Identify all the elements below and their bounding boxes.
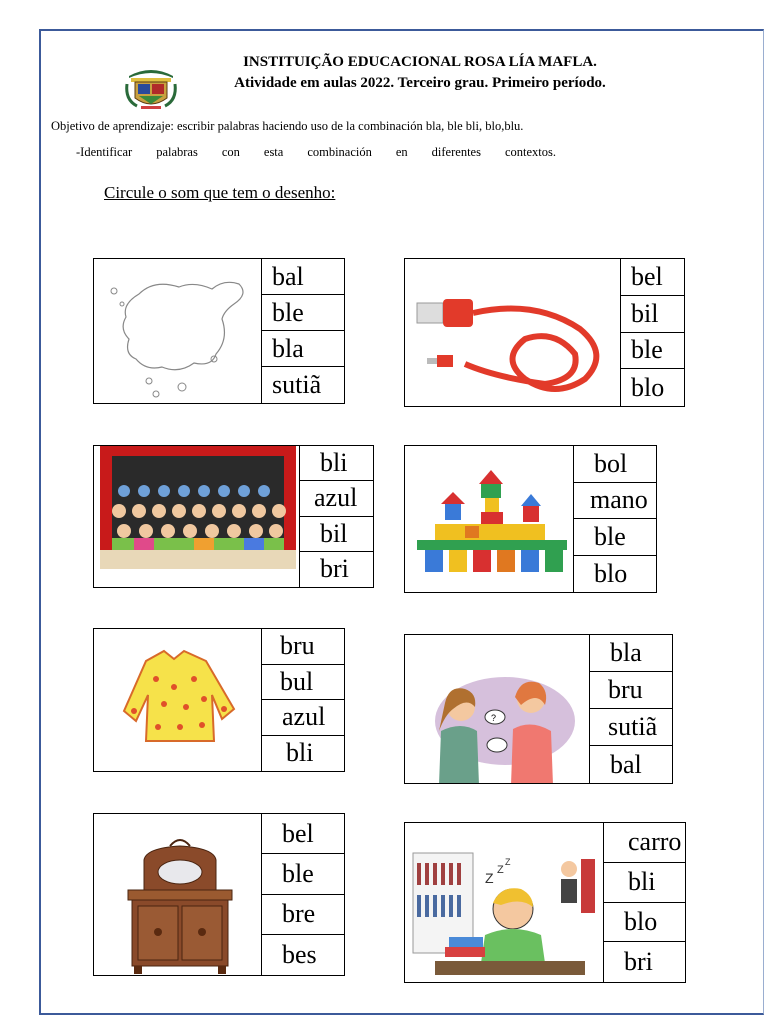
option-blo[interactable]: blo [604, 903, 685, 943]
answer-options [261, 814, 344, 975]
bullet-word: combinación [307, 145, 372, 159]
option-bul[interactable]: bul [262, 665, 344, 701]
objective-bullet [76, 145, 556, 160]
exercise-card-dresser [93, 813, 345, 976]
usb-cable-image [405, 259, 623, 406]
option-bru[interactable]: bru [590, 672, 672, 709]
option-bil[interactable]: bil [621, 296, 684, 333]
answer-options [573, 446, 656, 592]
svg-text:Z: Z [505, 857, 511, 867]
polka-dot-blouse-image [94, 629, 264, 771]
exercise-instruction: Circule o som que tem o desenho: [104, 183, 336, 202]
answer-options [261, 629, 344, 771]
answer-options [603, 823, 685, 982]
toy-blocks-image [405, 446, 576, 592]
two-women-talking-image [405, 635, 592, 783]
option-azul[interactable]: azul [262, 700, 344, 736]
answer-options [261, 259, 344, 403]
bullet-word: -Identificar [76, 145, 133, 159]
svg-text:Z: Z [497, 864, 504, 876]
option-blo[interactable]: blo [631, 372, 665, 402]
exercise-card-theater [93, 445, 374, 588]
option-carro[interactable]: carro [604, 823, 685, 863]
option-ble[interactable]: ble [262, 854, 344, 894]
option-ble[interactable]: ble [621, 333, 684, 370]
option-sutia[interactable]: sutiã [590, 709, 672, 746]
answer-options [620, 259, 684, 406]
option-blo[interactable]: blo [594, 558, 628, 588]
bullet-word: esta [263, 145, 284, 159]
answer-options [299, 446, 373, 587]
bullet-word: contextos. [504, 145, 556, 159]
option-bri[interactable]: bri [624, 947, 653, 977]
exercise-card-women-talking [404, 634, 673, 784]
option-bli[interactable]: bli [286, 738, 314, 768]
wooden-dresser-image [94, 814, 264, 975]
bullet-word: diferentes [431, 145, 481, 159]
option-bol[interactable]: bol [574, 446, 656, 483]
option-bri[interactable]: bri [320, 554, 349, 584]
option-azul[interactable]: azul [300, 481, 373, 516]
stain-drawing-image [94, 259, 264, 403]
option-bel[interactable]: bel [262, 814, 344, 854]
svg-text:Z: Z [485, 870, 494, 886]
svg-text:?: ? [491, 713, 497, 723]
option-bil[interactable]: bil [300, 517, 373, 552]
activity-subtitle: Atividade em aulas 2022. Terceiro grau. Primeiro período. [234, 75, 606, 91]
exercise-card-stain [93, 258, 345, 404]
exercise-card-usb-cable [404, 258, 685, 407]
option-ble[interactable]: ble [262, 295, 344, 331]
answer-options [589, 635, 672, 783]
option-bel[interactable]: bel [621, 259, 684, 296]
bullet-word: palabras [156, 145, 198, 159]
option-sutia[interactable]: sutiã [272, 370, 322, 399]
bullet-word: en [395, 145, 408, 159]
option-mano[interactable]: mano [574, 483, 656, 520]
exercise-card-blouse [93, 628, 345, 772]
option-bes[interactable]: bes [282, 939, 317, 969]
option-bla[interactable]: bla [590, 635, 672, 672]
bullet-word: con [221, 145, 240, 159]
option-bru[interactable]: bru [262, 629, 344, 665]
school-title: INSTITUIÇÃO EDUCACIONAL ROSA LÍA MAFLA. [243, 54, 597, 70]
option-bli[interactable]: bli [300, 446, 373, 481]
learning-objective: Objetivo de aprendizaje: escribir palabras haciendo uso de la combinación bla, ble bli, blo,blu. [51, 119, 524, 133]
option-bal[interactable]: bal [610, 749, 642, 779]
exercise-card-library [404, 822, 686, 983]
option-bla[interactable]: bla [262, 331, 344, 367]
option-ble[interactable]: ble [574, 519, 656, 556]
sleeping-student-library-image [405, 823, 606, 982]
theater-audience-image [94, 446, 302, 587]
option-bre[interactable]: bre [262, 895, 344, 935]
option-bli[interactable]: bli [604, 863, 685, 903]
exercise-card-blocks [404, 445, 657, 593]
option-bal[interactable]: bal [262, 259, 344, 295]
